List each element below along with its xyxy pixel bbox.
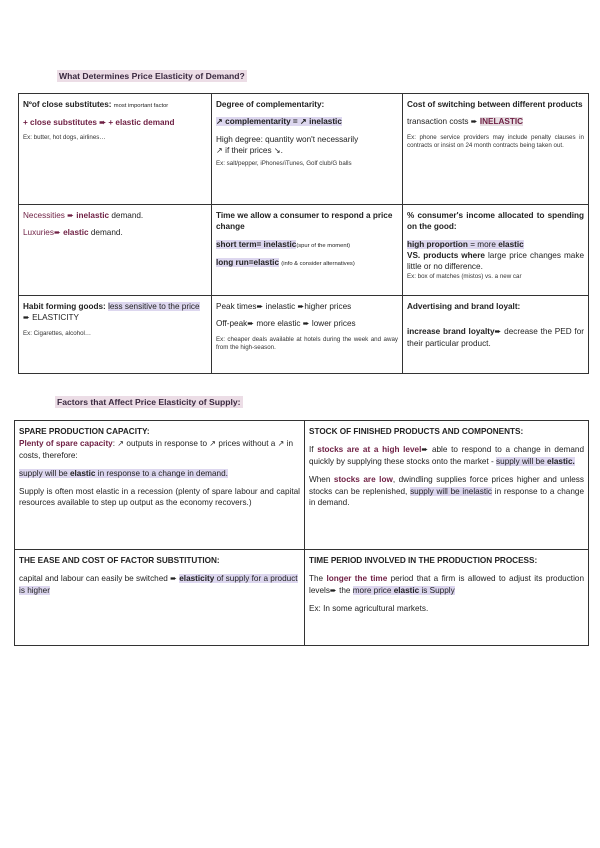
period-t-b: longer the time bbox=[326, 573, 388, 583]
spare-head: SPARE PRODUCTION CAPACITY: bbox=[19, 427, 150, 436]
stock-p2-d: supply will be inelastic bbox=[410, 486, 493, 496]
period-t-a: The bbox=[309, 573, 327, 583]
habit-example: Ex: Cigarettes, alcohol… bbox=[23, 329, 92, 337]
brand-bold: increase brand loyalty bbox=[407, 327, 495, 337]
switching-example: Ex: phone service providers may include penalty clauses in contracts or insist on 24 month contracts being taken out. bbox=[407, 133, 584, 149]
brand-head: Advertising and brand loyalt: bbox=[407, 302, 521, 311]
necessities-demand: demand. bbox=[109, 211, 144, 220]
cell-stock bbox=[305, 421, 589, 550]
period-t-e: elastic bbox=[393, 585, 420, 595]
supply-table bbox=[14, 420, 589, 646]
complement-rule: ↗ complementarity = ↗ inelastic bbox=[216, 117, 342, 127]
cell-spare bbox=[15, 421, 305, 550]
income-elastic: elastic bbox=[498, 239, 524, 249]
substitutes-note: most important factor bbox=[113, 103, 169, 109]
cell-complement bbox=[212, 94, 403, 205]
cell-substitution bbox=[15, 550, 305, 646]
complement-text1: High degree: quantity won't necessarily bbox=[216, 134, 359, 144]
income-vs-text: large price changes make little or no difference. bbox=[407, 250, 585, 272]
peak-line2: Off-peak➨ more elastic ➨ lower prices bbox=[216, 319, 356, 329]
cell-brand bbox=[403, 296, 589, 374]
income-vs: VS. products where bbox=[407, 250, 485, 260]
necessities-inelastic: inelastic bbox=[76, 211, 110, 220]
switching-text: transaction costs ➨ bbox=[407, 117, 478, 127]
luxuries-label: Luxuries➨ bbox=[23, 228, 61, 238]
spare-hl-c: in response to a change in demand. bbox=[95, 468, 228, 478]
stock-head: STOCK OF FINISHED PRODUCTS AND COMPONENTS: bbox=[309, 427, 524, 436]
stock-p1-d: supply will be bbox=[496, 456, 548, 466]
time-head: Time we allow a consumer to respond a price change bbox=[216, 211, 393, 232]
complement-text2: ↗ if their prices ↘. bbox=[216, 145, 283, 155]
demand-title: What Determines Price Elasticity of Demand? bbox=[59, 71, 245, 81]
income-high: high proportion bbox=[407, 239, 468, 249]
time-long-note: (info & consider alternatives) bbox=[281, 260, 355, 267]
period-t-f: is Supply bbox=[419, 585, 455, 595]
substitutes-head: Nºof close substitutes: bbox=[23, 100, 112, 109]
supply-title: Factors that Affect Price Elasticity of Supply: bbox=[57, 397, 241, 407]
switching-head: Cost of switching between different products bbox=[407, 100, 583, 109]
luxuries-demand: demand. bbox=[88, 228, 123, 238]
stock-p2-c: , dwindling supplies force prices higher and unless stocks can be replenished, bbox=[309, 474, 584, 496]
habit-head: Habit forming goods: bbox=[23, 302, 106, 311]
stock-p1-c: ➨ able to respond to a change in demand quickly by supplying these stocks onto the market - bbox=[309, 444, 584, 466]
substitution-text-b: elasticity bbox=[179, 573, 215, 583]
cell-switching bbox=[403, 94, 589, 205]
substitution-head: THE EASE AND COST OF FACTOR SUBSTITUTION: bbox=[19, 556, 220, 565]
time-short: short term= inelastic bbox=[216, 239, 297, 249]
habit-tail: ➨ ELASTICITY bbox=[23, 313, 79, 323]
income-more: = more bbox=[467, 239, 499, 249]
period-t-c: period that a firm is allowed to adjust its production levels➨ the bbox=[309, 573, 585, 595]
peak-line1: Peak times➨ inelastic ➨higher prices bbox=[216, 302, 352, 311]
cell-period bbox=[305, 550, 589, 646]
cell-peak bbox=[212, 296, 403, 374]
habit-highlight: less sensitive to the price bbox=[108, 302, 200, 311]
period-example: Ex: In some agricultural markets. bbox=[309, 603, 429, 613]
income-example: Ex: box of matches (mistos) vs. a new car bbox=[407, 272, 522, 280]
spare-text: : ↗ outputs in response to ↗ prices without a ↗ in costs, therefore: bbox=[19, 438, 294, 460]
cell-substitutes bbox=[19, 94, 212, 205]
cell-time bbox=[212, 205, 403, 296]
demand-table bbox=[18, 93, 589, 374]
luxuries-elastic: elastic bbox=[63, 228, 89, 238]
brand-tail: ➨ decrease the PED for their particular product. bbox=[407, 327, 584, 348]
necessities-label: Necessities ➨ bbox=[23, 211, 74, 220]
time-short-note: (spur of the moment) bbox=[296, 242, 351, 249]
switching-highlight: INELASTIC bbox=[479, 117, 524, 127]
cell-necessities bbox=[19, 205, 212, 296]
stock-p1-b: stocks are at a high level bbox=[317, 444, 422, 454]
period-t-d: more price bbox=[352, 585, 394, 595]
spare-para: Supply is often most elastic in a recession (plenty of spare labour and capital resources available to step up output as the economy recovers.) bbox=[19, 486, 300, 508]
stock-p2-e: in response to a change in demand. bbox=[309, 486, 584, 508]
substitutes-rule: + close substitutes ➨ + elastic demand bbox=[23, 117, 175, 127]
time-long: long run=elastic bbox=[216, 257, 280, 267]
substitution-text-a: capital and labour can easily be switched ➨ bbox=[19, 573, 180, 583]
cell-habit bbox=[19, 296, 212, 374]
spare-hl-a: supply will be bbox=[19, 468, 70, 478]
period-head: TIME PERIOD INVOLVED IN THE PRODUCTION PROCESS: bbox=[309, 556, 538, 565]
spare-lead: Plenty of spare capacity bbox=[19, 438, 113, 448]
substitution-text-c: of supply for a product is higher bbox=[19, 573, 298, 595]
income-head: % consumer's income allocated to spending on the good: bbox=[407, 211, 584, 232]
substitutes-example: Ex: butter, hot dogs, airlines… bbox=[23, 134, 106, 142]
complement-example: Ex: salt/pepper, iPhones/iTunes, Golf club/G balls bbox=[216, 160, 352, 168]
stock-p2-a: When bbox=[309, 474, 334, 484]
cell-income bbox=[403, 205, 589, 296]
stock-p1-a: If bbox=[309, 444, 318, 454]
spare-hl-b: elastic bbox=[69, 468, 96, 478]
stock-p2-b: stocks are low bbox=[333, 474, 393, 484]
stock-p1-e: elastic. bbox=[547, 456, 575, 466]
complement-head: Degree of complementarity: bbox=[216, 100, 325, 109]
peak-example: Ex: cheaper deals available at hotels during the week and away from the high-season. bbox=[216, 335, 398, 351]
